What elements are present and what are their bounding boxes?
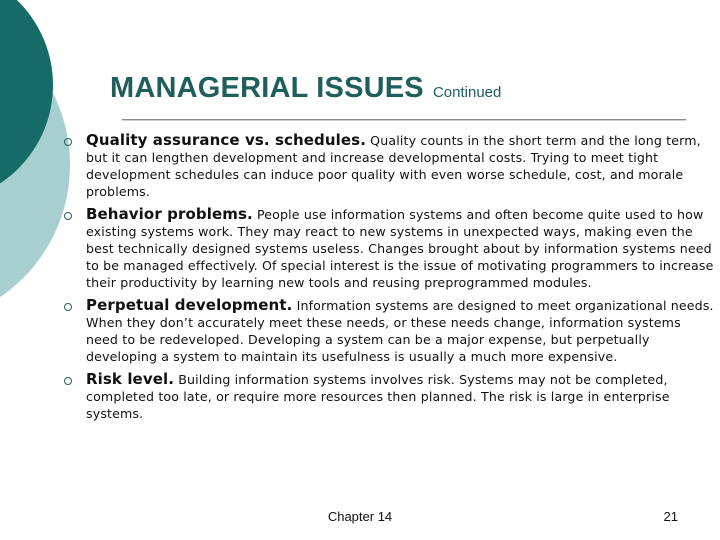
slide-title — [110, 72, 501, 105]
bullet-circle-icon — [64, 138, 72, 146]
bullet-perpetual-development — [64, 297, 714, 365]
bullet-circle-icon — [64, 377, 72, 385]
bullet-heading: Behavior problems. — [86, 205, 253, 223]
title-text: MANAGERIAL ISSUES — [110, 72, 424, 104]
footer-chapter: Chapter 14 — [327, 509, 393, 524]
bullet-circle-icon — [64, 303, 72, 311]
bullet-heading: Perpetual development. — [86, 296, 293, 314]
bullet-quality-assurance — [64, 132, 714, 200]
page-number: 21 — [663, 509, 678, 524]
title-suffix: Continued — [432, 84, 502, 101]
bullet-list — [64, 132, 714, 428]
bullet-circle-icon — [64, 212, 72, 220]
bullet-heading: Quality assurance vs. schedules. — [86, 131, 367, 149]
bullet-body: Quality counts in the short term and the long term, but it can lengthen development and increase developmental costs. Trying to meet tight development schedules can induce poor quality with even worse schedule, cost, and morale problems. — [86, 133, 701, 199]
bullet-body: Building information systems involves risk. Systems may not be completed, completed too late, or require more resources then planned. The risk is large in enterprise systems. — [86, 372, 670, 421]
bullet-risk-level — [64, 371, 714, 422]
bullet-body: Information systems are designed to meet organizational needs. When they don’t accurately meet these needs, or these needs change, information systems need to be redeveloped. Developing a system can be a major expense, but perpetually developing a system to maintain its usefulness is usually a much more expensive. — [86, 298, 714, 364]
title-divider — [122, 119, 686, 121]
bullet-behavior-problems — [64, 206, 714, 291]
bullet-heading: Risk level. — [86, 370, 175, 388]
bullet-body: People use information systems and often become quite used to how existing systems work. They may react to new systems in unexpected ways, making even the best technically designed systems useless. Changes brought about by information systems need to be managed effectively. Of special interest is the issue of motivating programmers to increase their productivity by learning new tools and reusing preprogrammed modules. — [86, 207, 714, 290]
